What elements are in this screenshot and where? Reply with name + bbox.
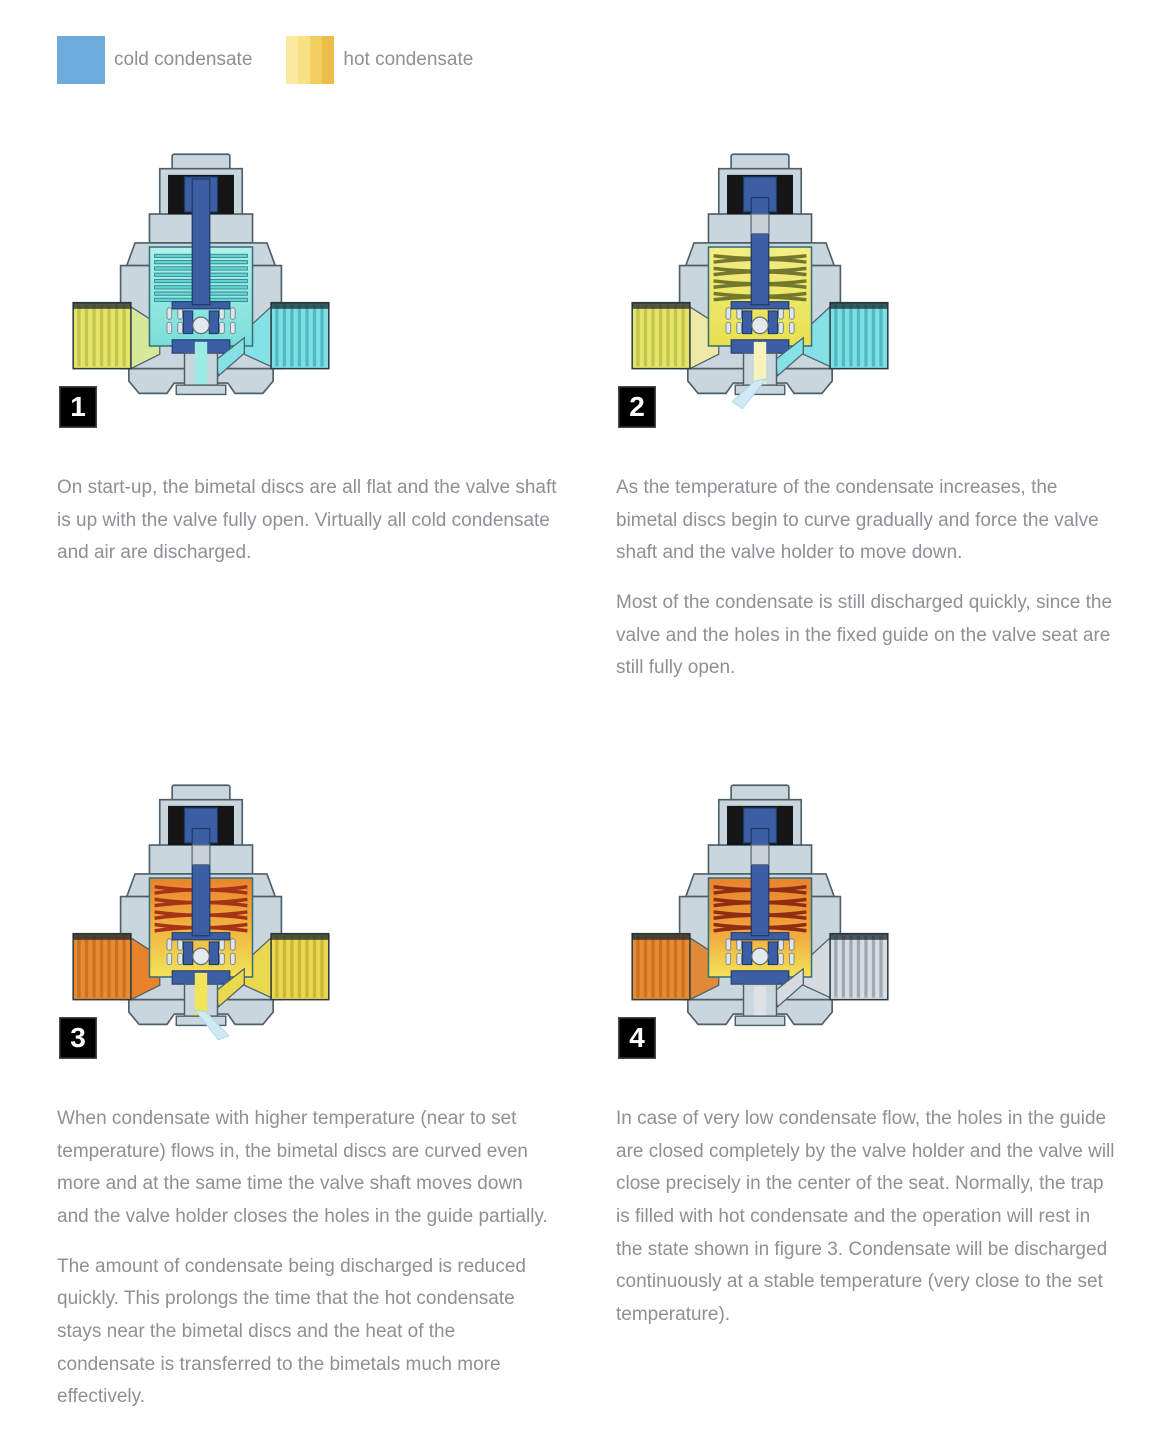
bottom-flange	[735, 1016, 784, 1025]
caption-paragraph: As the temperature of the condensate increases, the bimetal discs begin to curve gradually and force the valve shaft and the valve holder to move down.	[616, 477, 1099, 564]
caption-paragraph: The amount of condensate being discharged is reduced quickly. This prolongs the time that the hot condensate stays near the bimetal discs and the heat of the condensate is transferred to the bimetals much more effectively.	[57, 1255, 526, 1408]
discharge-channel	[195, 342, 207, 385]
steam-trap-svg	[626, 781, 894, 1041]
stage-caption	[616, 1103, 1117, 1332]
discharge-channel	[754, 986, 766, 1016]
steam-trap-illustration	[67, 150, 357, 415]
valve-ball	[752, 948, 768, 964]
outlet-threads	[271, 303, 329, 369]
stage-number: 3	[70, 1022, 86, 1054]
steam-trap-illustration	[67, 781, 357, 1046]
stage-caption	[57, 1103, 558, 1414]
legend-item-hot	[286, 36, 473, 84]
stage-caption	[57, 472, 558, 570]
stage-number-badge	[59, 1017, 97, 1059]
steam-trap-svg	[67, 150, 335, 410]
steam-trap-illustration	[626, 781, 916, 1046]
stage-number-badge	[618, 386, 656, 428]
legend	[57, 36, 1117, 84]
valve-ball	[752, 317, 768, 333]
steam-trap-illustration	[626, 150, 916, 415]
caption-paragraph: On start-up, the bimetal discs are all flat and the valve shaft is up with the valve fully open. Virtually all cold condensate and air are discharged.	[57, 477, 557, 564]
steam-trap-svg	[626, 150, 894, 410]
stage-number-badge	[59, 386, 97, 428]
outlet-threads	[271, 934, 329, 1000]
trap-figure-4	[616, 755, 916, 1073]
cold-condensate-swatch	[57, 36, 105, 84]
stage-section-4	[616, 755, 1117, 1414]
inlet-threads	[73, 934, 131, 1000]
shaft-piston	[192, 845, 210, 865]
stage-caption	[616, 472, 1117, 685]
stage-section-3	[57, 755, 558, 1414]
inlet-threads	[632, 934, 690, 1000]
steam-trap-svg	[67, 781, 335, 1041]
stage-number: 2	[629, 391, 645, 422]
stage-number: 4	[629, 1022, 645, 1054]
valve-ball	[193, 317, 209, 333]
stage-section-1	[57, 124, 558, 685]
caption-paragraph: When condensate with higher temperature (near to set temperature) flows in, the bimetal discs are curved even more and at the same time the valve shaft moves down and the valve holder closes the holes in the guide partially.	[57, 1108, 548, 1228]
inlet-threads	[73, 303, 131, 369]
stage-number-badge	[618, 1017, 656, 1059]
legend-label: cold condensate	[114, 49, 253, 70]
discharge-channel	[754, 342, 766, 385]
caption-paragraph: In case of very low condensate flow, the holes in the guide are closed completely by the valve holder and the valve will close precisely in the center of the seat. Normally, the trap is filled with hot condensate and the operation will rest in the state shown in figure 3. Condensate will be discharged continuously at a stable temperature (very close to the set temperature).	[616, 1108, 1115, 1326]
stage-section-2	[616, 124, 1117, 685]
legend-label: hot condensate	[343, 49, 474, 70]
shaft-piston	[751, 214, 769, 234]
trap-figure-2	[616, 124, 916, 442]
bottom-flange	[176, 385, 225, 394]
outlet-threads	[830, 934, 888, 1000]
inlet-threads	[632, 303, 690, 369]
trap-figure-3	[57, 755, 357, 1073]
shaft-piston	[751, 845, 769, 865]
outlet-threads	[830, 303, 888, 369]
discharge-channel	[195, 973, 207, 1016]
stage-number: 1	[70, 391, 86, 422]
trap-figure-1	[57, 124, 357, 442]
valve-ball	[193, 948, 209, 964]
legend-item-cold	[57, 36, 252, 84]
stage-grid	[57, 124, 1117, 1414]
caption-paragraph: Most of the condensate is still discharged quickly, since the valve and the holes in the fixed guide on the valve seat are still fully open.	[616, 592, 1113, 679]
hot-condensate-swatch	[286, 36, 334, 84]
